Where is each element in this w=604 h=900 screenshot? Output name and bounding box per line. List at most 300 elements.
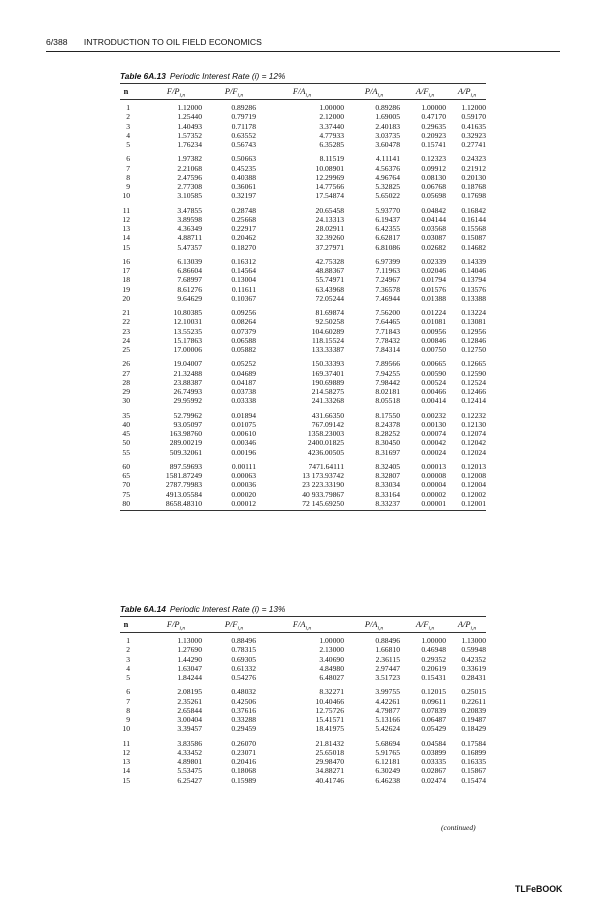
table-cell: 214.58275 [311, 387, 344, 396]
table-cell: 0.36061 [231, 182, 256, 191]
table-cell: 24.13313 [315, 214, 344, 224]
table-cell: 4.79877 [375, 705, 400, 715]
table-cell: 28.02911 [315, 224, 344, 233]
table-cell: 10.08901 [315, 163, 344, 173]
table-cell: 0.03335 [421, 757, 446, 766]
table-cell: 1581.87249 [165, 471, 202, 480]
table-cell: 6.62817 [375, 233, 400, 243]
table-cell: 104.60289 [311, 326, 344, 336]
table-cell: 2400.01825 [307, 438, 344, 448]
column-header-label: P/A [364, 620, 378, 629]
column-header [120, 617, 132, 632]
table-row [120, 664, 486, 673]
table-cell: 0.16312 [231, 256, 256, 266]
column-header [348, 617, 400, 637]
table-cell: 0.00232 [421, 410, 446, 420]
table-cell: 40 [122, 419, 130, 429]
table-cell: 0.20923 [421, 130, 446, 140]
table-cell: 0.04584 [421, 738, 446, 748]
table-cell: 0.45235 [231, 163, 256, 173]
table-cell: 0.02046 [421, 266, 446, 275]
table-cell: 0.59948 [461, 645, 486, 655]
table-cell: 8.33237 [375, 498, 400, 508]
table-cell: 9.64629 [177, 293, 202, 303]
column-header-label: n [123, 87, 129, 96]
table-cell: 0.40388 [231, 172, 256, 182]
row-group [120, 459, 486, 510]
table-cell: 25 [122, 345, 130, 354]
table-cell: 42.75328 [315, 256, 344, 266]
table-cell: 163.98760 [169, 429, 202, 438]
table-cell: 0.02474 [421, 775, 446, 785]
table-cell: 1.00000 [319, 636, 344, 645]
table-cell: 0.01081 [421, 317, 446, 327]
table-cell: 92.50258 [315, 317, 344, 327]
table-cell: 0.29352 [421, 654, 446, 664]
table-row [120, 645, 486, 654]
table-cell: 0.12323 [421, 154, 446, 164]
table-row [120, 164, 486, 173]
table-cell: 2.08195 [177, 687, 202, 697]
table-cell: 1.25440 [177, 112, 202, 122]
table-cell: 0.05882 [231, 345, 256, 354]
table-cell: 0.20416 [231, 757, 256, 766]
table-cell: 6 [126, 687, 130, 697]
table-cell: 6.30249 [375, 766, 400, 776]
table-cell: 2.13000 [319, 645, 344, 655]
table-cell: 0.71178 [231, 121, 256, 131]
table-cell: 21.32488 [173, 368, 202, 378]
table-cell: 3.51723 [375, 673, 400, 682]
table-bottom-rule [120, 510, 486, 511]
table-cell: 19.04007 [173, 359, 202, 369]
table-cell: 0.21912 [461, 163, 486, 173]
row-group [120, 151, 486, 202]
table-cell: 2.77308 [177, 182, 202, 191]
table-cell: 0.12665 [461, 359, 486, 369]
table-6a13 [120, 70, 486, 511]
table-row [120, 182, 486, 191]
table-cell: 0.18768 [461, 182, 486, 191]
table-cell: 15 [122, 242, 130, 252]
table-cell: 0.15474 [461, 775, 486, 785]
table-cell: 1.12000 [177, 103, 202, 112]
table-cell: 6.46238 [375, 775, 400, 785]
table-cell: 0.15989 [231, 775, 256, 785]
table-cell: 6 [126, 154, 130, 164]
table-cell: 1.27690 [177, 645, 202, 655]
table-cell: 5.42624 [375, 724, 400, 734]
table-cell: 0.33288 [231, 715, 256, 724]
row-group [120, 736, 486, 787]
table-cell: 0.00750 [421, 345, 446, 354]
table-cell: 5.47357 [177, 242, 202, 252]
table-cell: 150.33393 [311, 359, 344, 369]
table-cell: 0.12524 [461, 377, 486, 387]
table-cell: 12 [122, 214, 130, 224]
row-group [120, 408, 486, 459]
table-row [120, 131, 486, 140]
table-cell: 27 [122, 368, 130, 378]
table-cell: 24 [122, 335, 130, 345]
table-cell: 7.36578 [375, 284, 400, 294]
table-cell: 0.01075 [231, 419, 256, 429]
table-label: Table 6A.13 [120, 71, 166, 81]
table-cell: 0.13388 [461, 293, 486, 303]
table-cell: 18 [122, 275, 130, 285]
table-cell: 0.07379 [231, 326, 256, 336]
table-cell: 30 [122, 396, 130, 406]
table-cell: 0.15741 [421, 140, 446, 149]
table-cell: 0.89286 [231, 103, 256, 112]
table-row [120, 317, 486, 326]
column-header-label: F/A [292, 87, 306, 96]
table-cell: 1.00000 [319, 103, 344, 112]
column-header [404, 84, 446, 104]
table-cell: 0.00590 [421, 368, 446, 378]
table-row [120, 233, 486, 242]
table-cell: 63.43968 [315, 284, 344, 294]
table-cell: 0.12750 [461, 345, 486, 354]
table-cell: 0.00610 [231, 429, 256, 438]
table-cell: 7.94255 [375, 368, 400, 378]
table-cell: 6.19437 [375, 214, 400, 224]
table-cell: 8.02181 [375, 387, 400, 396]
table-cell: 0.13224 [461, 308, 486, 317]
table-cell: 1.13000 [177, 636, 202, 645]
table-cell: 12.75726 [315, 705, 344, 715]
table-cell: 0.12466 [461, 387, 486, 396]
table-cell: 2 [126, 112, 130, 122]
table-cell: 0.09611 [421, 696, 446, 706]
table-cell: 55 [122, 447, 130, 457]
table-cell: 0.04689 [231, 368, 256, 378]
table-cell: 4.88711 [177, 233, 202, 243]
table-cell: 5 [126, 673, 130, 682]
table-cell: 6.25427 [177, 775, 202, 785]
table-cell: 0.06768 [421, 182, 446, 191]
column-header-label: A/F [415, 620, 429, 629]
table-cell: 16 [122, 256, 130, 266]
table-cell: 0.10367 [231, 293, 256, 303]
column-header-row [120, 617, 486, 632]
table-cell: 897.59693 [169, 461, 202, 471]
table-cell: 8.31697 [375, 447, 400, 457]
row-group [120, 203, 486, 254]
table-cell: 93.05097 [173, 419, 202, 429]
table-cell: 4236.00505 [307, 447, 344, 457]
table-cell: 0.18068 [231, 766, 256, 776]
table-cell: 0.29635 [421, 121, 446, 131]
table-cell: 3.37440 [319, 121, 344, 131]
table-row [120, 687, 486, 696]
table-cell: 0.14564 [231, 266, 256, 275]
table-cell: 1.97382 [177, 154, 202, 164]
table-cell: 0.13576 [461, 284, 486, 294]
table-cell: 8.61276 [177, 284, 202, 294]
table-cell: 0.08130 [421, 172, 446, 182]
table-cell: 0.05429 [421, 724, 446, 734]
table-cell: 9 [126, 182, 130, 191]
table-cell: 0.24323 [461, 154, 486, 164]
column-header [150, 617, 202, 637]
table-cell: 0.12074 [461, 429, 486, 438]
row-group [120, 633, 486, 684]
table-cell: 3.47855 [177, 205, 202, 215]
table-cell: 8658.48310 [165, 498, 202, 508]
table-cell: 13 173.93742 [302, 471, 344, 480]
table-cell: 0.00074 [421, 429, 446, 438]
table-cell: 14 [122, 233, 130, 243]
table-cell: 0.42506 [231, 696, 256, 706]
table-cell: 0.23071 [231, 747, 256, 757]
table-row [120, 462, 486, 471]
table-cell: 0.01576 [421, 284, 446, 294]
table-cell: 5.68694 [375, 738, 400, 748]
table-cell: 4.11141 [375, 154, 400, 164]
column-header-subscript: i,n [305, 625, 312, 632]
table-cell: 2.65844 [177, 705, 202, 715]
table-row [120, 215, 486, 224]
table-cell: 7.68997 [177, 275, 202, 285]
table-row [120, 294, 486, 303]
table-cell: 3.99755 [375, 687, 400, 697]
table-cell: 7.78432 [375, 335, 400, 345]
table-cell: 0.14339 [461, 256, 486, 266]
table-cell: 0.19487 [461, 715, 486, 724]
table-cell: 7.98442 [375, 377, 400, 387]
table-cell: 4.36349 [177, 224, 202, 233]
row-group [120, 254, 486, 305]
row-group [120, 684, 486, 735]
table-cell: 7471.64111 [308, 461, 344, 471]
table-row [120, 706, 486, 715]
table-cell: 0.00846 [421, 335, 446, 345]
column-header [404, 617, 446, 637]
table-cell: 0.12414 [461, 396, 486, 406]
table-row [120, 490, 486, 499]
table-row [120, 724, 486, 733]
table-row [120, 173, 486, 182]
table-caption-text: Periodic Interest Rate (i) = 12% [169, 71, 286, 81]
table-cell: 0.20619 [421, 663, 446, 673]
table-cell: 0.03338 [231, 396, 256, 406]
table-cell: 8.33034 [375, 480, 400, 490]
table-cell: 0.12042 [461, 438, 486, 448]
column-header-subscript: i,n [377, 92, 384, 99]
table-cell: 55.74971 [315, 275, 344, 285]
row-group [120, 356, 486, 407]
table-cell: 45 [122, 429, 130, 438]
table-row [120, 673, 486, 682]
column-header-row [120, 84, 486, 99]
table-cell: 1.57352 [177, 130, 202, 140]
table-cell: 0.25015 [461, 687, 486, 697]
table-caption [120, 603, 486, 616]
table-cell: 11 [122, 205, 130, 215]
table-cell: 0.29459 [231, 724, 256, 734]
table-cell: 2.97447 [375, 663, 400, 673]
table-row [120, 327, 486, 336]
table-row [120, 336, 486, 345]
column-header-label: F/P [166, 87, 180, 96]
footer-watermark: TLFeBOOK [515, 884, 563, 894]
running-title: INTRODUCTION TO OIL FIELD ECONOMICS [83, 37, 262, 47]
table-cell: 0.16335 [461, 757, 486, 766]
table-cell: 3.40690 [319, 654, 344, 664]
table-row [120, 140, 486, 149]
table-label: Table 6A.14 [120, 604, 166, 614]
table-cell: 8.28252 [375, 429, 400, 438]
table-cell: 1.00000 [421, 636, 446, 645]
table-cell: 23 [122, 326, 130, 336]
running-header [46, 37, 556, 47]
table-cell: 0.88496 [375, 636, 400, 645]
table-cell: 0.00036 [231, 480, 256, 490]
table-cell: 0.48032 [231, 687, 256, 697]
table-cell: 29.95992 [173, 396, 202, 406]
table-cell: 0.13004 [231, 275, 256, 285]
table-cell: 6.35285 [319, 140, 344, 149]
table-cell: 0.27741 [461, 140, 486, 149]
table-cell: 0.20462 [231, 233, 256, 243]
table-cell: 13 [122, 224, 130, 233]
table-cell: 8 [126, 705, 130, 715]
table-cell: 0.01794 [421, 275, 446, 285]
table-cell: 0.15087 [461, 233, 486, 243]
table-cell: 75 [122, 489, 130, 499]
column-header-subscript: i,n [428, 92, 435, 99]
table-cell: 5 [126, 140, 130, 149]
table-cell: 13 [122, 757, 130, 766]
table-cell: 0.15867 [461, 766, 486, 776]
table-cell: 0.09912 [421, 163, 446, 173]
table-row [120, 636, 486, 645]
table-cell: 0.13081 [461, 317, 486, 327]
table-cell: 29.98470 [315, 757, 344, 766]
table-row [120, 285, 486, 294]
table-cell: 0.03568 [421, 224, 446, 233]
table-cell: 0.41635 [461, 121, 486, 131]
table-cell: 0.20839 [461, 705, 486, 715]
table-row [120, 387, 486, 396]
table-row [120, 499, 486, 508]
column-header-subscript: i,n [305, 92, 312, 99]
table-cell: 12.29969 [315, 172, 344, 182]
column-header-label: P/F [224, 620, 238, 629]
table-cell: 0.12001 [461, 498, 486, 508]
table-cell: 23.88387 [173, 377, 202, 387]
table-cell: 8.32271 [319, 687, 344, 697]
table-row [120, 776, 486, 785]
table-cell: 0.11611 [231, 284, 256, 294]
table-cell: 4.56376 [375, 163, 400, 173]
table-cell: 48.88367 [315, 266, 344, 275]
table-cell: 2.35261 [177, 696, 202, 706]
continued-note: (continued) [441, 823, 476, 832]
table-cell: 0.28748 [231, 205, 256, 215]
column-header-subscript: i,n [179, 92, 186, 99]
table-cell: 8.24378 [375, 419, 400, 429]
table-row [120, 243, 486, 252]
table-cell: 289.00219 [169, 438, 202, 448]
column-header [348, 84, 400, 104]
table-row [120, 471, 486, 480]
table-cell: 0.15431 [421, 673, 446, 682]
column-header-subscript: i,n [377, 625, 384, 632]
table-cell: 1.76234 [177, 140, 202, 149]
table-cell: 0.79719 [231, 112, 256, 122]
table-cell: 40.41746 [315, 775, 344, 785]
column-header [120, 84, 132, 99]
column-header-subscript: i,n [470, 92, 477, 99]
table-cell: 0.05698 [421, 191, 446, 201]
table-row [120, 739, 486, 748]
table-cell: 0.03899 [421, 747, 446, 757]
table-caption-text: Periodic Interest Rate (i) = 13% [169, 604, 286, 614]
table-cell: 0.06588 [231, 335, 256, 345]
table-cell: 20.65458 [315, 205, 344, 215]
table-cell: 14 [122, 766, 130, 776]
table-cell: 0.00524 [421, 377, 446, 387]
table-cell: 0.00956 [421, 326, 446, 336]
column-header [448, 617, 486, 637]
table-cell: 6.81086 [375, 242, 400, 252]
table-row [120, 429, 486, 438]
table-row [120, 266, 486, 275]
row-group [120, 305, 486, 356]
table-cell: 0.50663 [231, 154, 256, 164]
table-cell: 0.01388 [421, 293, 446, 303]
table-cell: 8.17550 [375, 410, 400, 420]
table-cell: 0.00665 [421, 359, 446, 369]
table-cell: 4.84980 [319, 663, 344, 673]
table-row [120, 369, 486, 378]
table-cell: 0.02867 [421, 766, 446, 776]
table-cell: 4.96764 [375, 172, 400, 182]
table-cell: 0.12232 [461, 410, 486, 420]
table-cell: 3.39457 [177, 724, 202, 734]
table-cell: 81.69874 [315, 308, 344, 317]
table-cell: 10 [122, 191, 130, 201]
table-cell: 40 933.79867 [302, 489, 344, 499]
table-cell: 0.16899 [461, 747, 486, 757]
table-cell: 6.12181 [375, 757, 400, 766]
table-cell: 21.81432 [315, 738, 344, 748]
table-cell: 241.33268 [311, 396, 344, 406]
table-cell: 169.37401 [311, 368, 344, 378]
table-cell: 11 [122, 738, 130, 748]
column-header-subscript: i,n [470, 625, 477, 632]
table-cell: 0.00196 [231, 447, 256, 457]
table-cell: 2.40183 [375, 121, 400, 131]
table-cell: 28 [122, 377, 130, 387]
table-cell: 50 [122, 438, 130, 448]
table-cell: 0.17584 [461, 738, 486, 748]
table-cell: 65 [122, 471, 130, 480]
table-cell: 0.12846 [461, 335, 486, 345]
table-row [120, 257, 486, 266]
table-cell: 0.17698 [461, 191, 486, 201]
table-cell: 0.46948 [421, 645, 446, 655]
table-cell: 0.00004 [421, 480, 446, 490]
table-cell: 0.26070 [231, 738, 256, 748]
table-cell: 0.56743 [231, 140, 256, 149]
table-cell: 3.60478 [375, 140, 400, 149]
table-cell: 0.08264 [231, 317, 256, 327]
row-group [120, 100, 486, 151]
table-cell: 15 [122, 775, 130, 785]
